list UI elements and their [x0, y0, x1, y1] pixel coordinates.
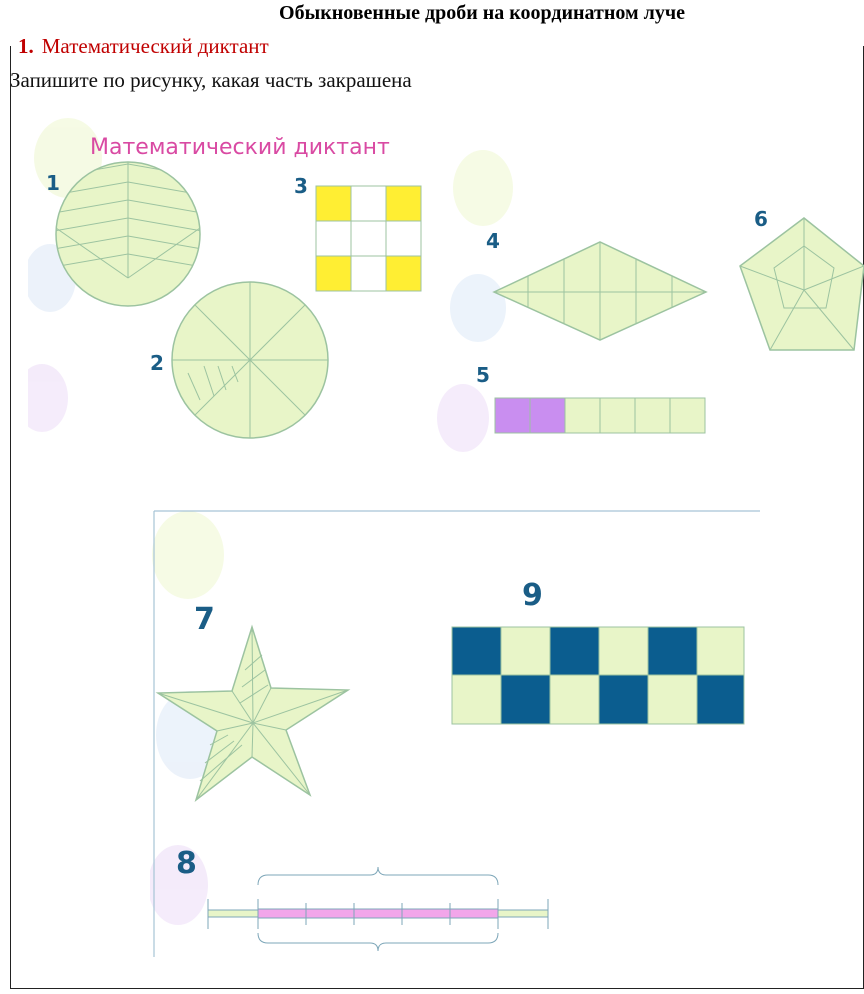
task-instruction: Запишите по рисунку, какая часть закрашена	[10, 68, 412, 92]
task-heading-text: Математический диктант	[41, 34, 269, 58]
figure-9-label: 9	[522, 578, 543, 613]
figure-3-label: 3	[294, 174, 308, 198]
figure-1-label: 1	[46, 171, 60, 195]
figure-5-label: 5	[476, 363, 490, 387]
figure-6-pentagon	[740, 218, 864, 350]
task-number: 1.	[18, 34, 34, 58]
slide-figures-1-6	[28, 118, 864, 488]
slide-figures-7-9	[150, 505, 762, 965]
slide-1-svg	[28, 118, 864, 488]
figure-7-label: 7	[194, 602, 215, 637]
figure-4-rhombus	[494, 242, 706, 340]
figure-4-label: 4	[486, 229, 500, 253]
figure-6-label: 6	[754, 207, 768, 231]
figure-9-grid	[452, 627, 744, 724]
slide-2-svg	[150, 505, 762, 965]
figure-3-grid	[316, 186, 421, 291]
figure-2-label: 2	[150, 351, 164, 375]
slide-title: Математический диктант	[90, 135, 390, 160]
figure-5-strip	[495, 398, 705, 433]
figure-2-circle	[172, 282, 328, 438]
figure-8-label: 8	[176, 846, 197, 881]
document-title: Обыкновенные дроби на координатном луче	[279, 2, 685, 24]
figure-8-segment	[208, 867, 548, 951]
